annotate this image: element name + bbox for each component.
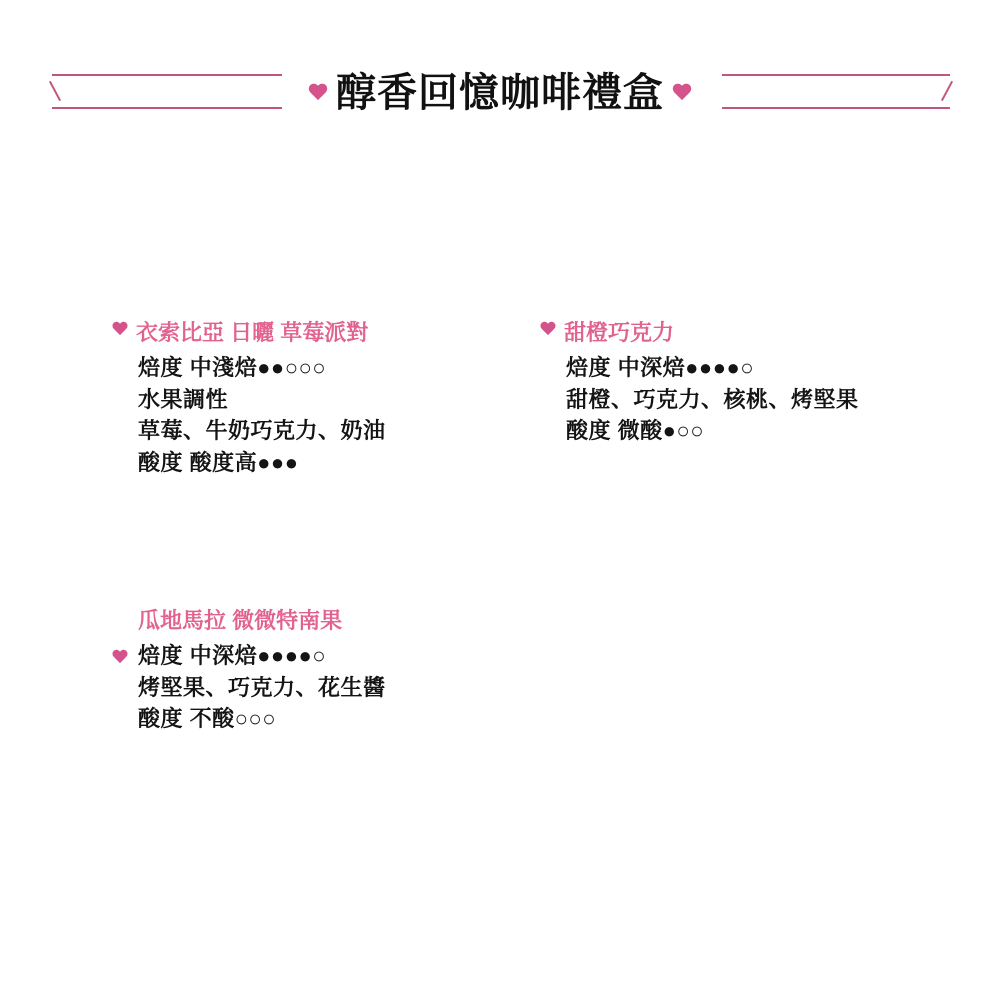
coffee-detail-notes: 草莓、牛奶巧克力、奶油 [138, 418, 386, 444]
coffee-detail-acidity: 酸度 酸度高●●● [138, 450, 299, 476]
heart-icon [112, 322, 128, 337]
coffee-item-guatemala [112, 606, 386, 735]
coffee-item-ethiopia [112, 318, 386, 479]
coffee-item-name: 瓜地馬拉 微微特南果 [138, 608, 343, 633]
coffee-detail-profile: 水果調性 [138, 386, 229, 412]
coffee-item-orange-chocolate [540, 318, 859, 447]
coffee-detail-notes: 甜橙、巧克力、核桃、烤堅果 [566, 386, 859, 412]
coffee-detail-roast: 焙度 中深焙●●●●○ [138, 642, 327, 668]
coffee-item-details [540, 352, 859, 448]
heart-icon [540, 322, 556, 337]
page-title [0, 58, 1000, 128]
coffee-item-header [138, 606, 386, 636]
heart-icon [308, 84, 328, 102]
coffee-detail-notes: 烤堅果、巧克力、花生醬 [138, 674, 386, 700]
coffee-detail-roast: 焙度 中淺焙●●○○○ [138, 354, 327, 380]
coffee-item-header [112, 318, 386, 348]
coffee-item-name: 衣索比亞 日曬 草莓派對 [136, 320, 369, 345]
coffee-detail-acidity: 酸度 不酸○○○ [138, 706, 276, 732]
page-header [0, 58, 1000, 128]
page-title-text: 醇香回憶咖啡禮盒 [336, 71, 664, 115]
coffee-item-header [540, 318, 859, 348]
coffee-item-name: 甜橙巧克力 [564, 320, 675, 345]
coffee-item-details [112, 640, 386, 736]
coffee-detail-roast: 焙度 中深焙●●●●○ [566, 354, 755, 380]
coffee-item-list [0, 318, 1000, 878]
heart-icon [112, 650, 128, 665]
coffee-detail-acidity: 酸度 微酸●○○ [566, 418, 704, 444]
coffee-item-details [112, 352, 386, 480]
heart-icon [672, 84, 692, 102]
